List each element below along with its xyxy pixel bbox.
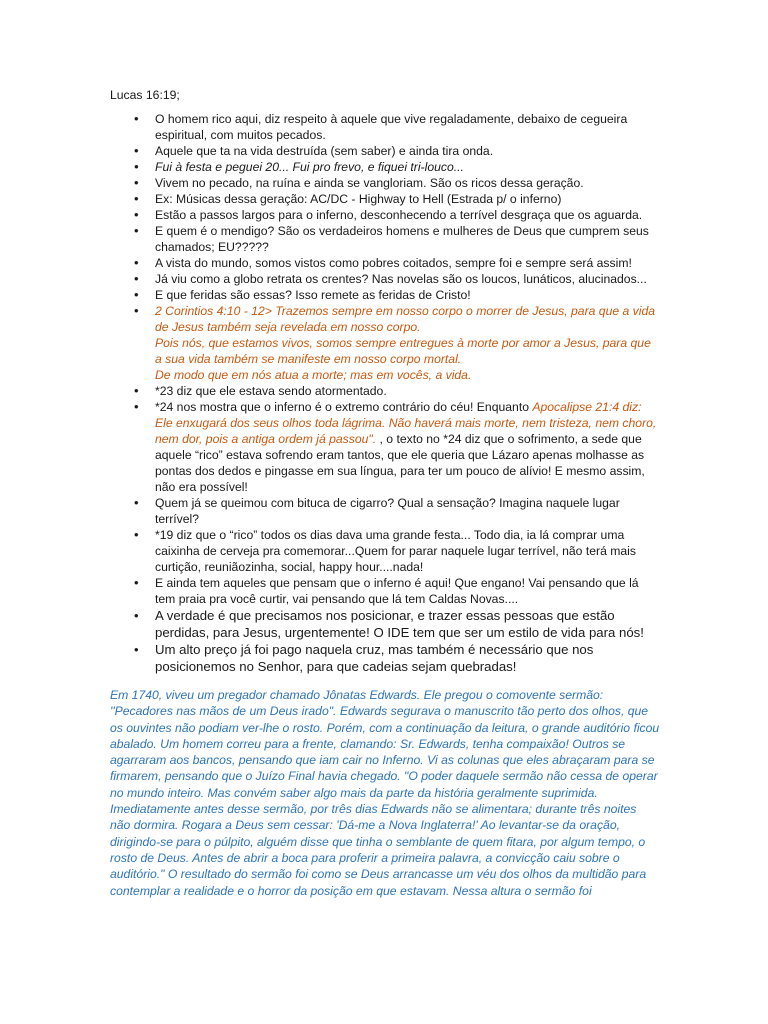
- bullet-music-example: • Ex: Músicas dessa geração: AC/DC - Highway to Hell (Estrada p/ o inferno): [110, 191, 658, 207]
- bullet-party-quote: • Fui à festa e peguei 20... Fui pro frevo, e fiquei tri-louco...: [110, 159, 658, 175]
- notes-list: [110, 111, 658, 675]
- bullet-wounds: • E que feridas são essas? Isso remete as feridas de Cristo!: [110, 287, 658, 303]
- bullet-beggar: • E quem é o mendigo? São os verdadeiros homens e mulheres de Deus que cumprem seus chamados; EU?????: [110, 223, 658, 255]
- bullet-road-to-hell: • Estão a passos largos para o inferno, desconhecendo a terrível desgraça que os aguarda.: [110, 207, 658, 223]
- bullet-destroyed-life: • Aquele que ta na vida destruída (sem saber) e ainda tira onda.: [110, 143, 658, 159]
- bullet-world-view: • A vista do mundo, somos vistos como pobres coitados, sempre foi e sempre será assim!: [110, 255, 658, 271]
- bullet-live-in-sin: • Vivem no pecado, na ruína e ainda se vangloriam. São os ricos dessa geração.: [110, 175, 658, 191]
- revelation-quote: Apocalipse 21:4 diz: Ele enxugará dos seus olhos toda lágrima. Não haverá mais morte, nem tristeza, nem choro, nem dor, pois a antiga ordem já passou".: [155, 400, 657, 446]
- bullet-corinthians: [110, 303, 658, 383]
- bullet-cigarette: • Quem já se queimou com bituca de cigarro? Qual a sensação? Imagina naquele lugar terrível?: [110, 495, 658, 527]
- verse-24-start: *24 nos mostra que o inferno é o extremo contrário do céu! Enquanto: [155, 400, 533, 414]
- edwards-story-paragraph: Em 1740, viveu um pregador chamado Jônatas Edwards. Ele pregou o comovente sermão: ''Pecadores nas mãos de um Deus irado". Edwards segurava o manuscrito tão perto dos olhos, que os ouvintes não podiam ver-lhe o rosto. Porém, com a continuação da leitura, o grande auditório ficou abalado. Um homem correu para a frente, clamando: Sr. Edwards, tenha compaixão! Outros se agarraram aos bancos, pensando que iam cair no Inferno. Vi as colunas que eles abraçaram para se firmarem, pensando que o Juízo Final havia chegado. "O poder daquele sermão não cessa de operar no mundo inteiro. Mas convém saber algo mais da parte da história geralmente suprimida. Imediatamente antes desse sermão, por três dias Edwards não se alimentara; durante três noites não dormira. Rogara a Deus sem cessar: 'Dá-me a Nova Inglaterra!' Ao levantar-se da oração, dirigindo-se para o púlpito, alguém disse que tinha o semblante de quem fitara, por algum tempo, o rosto de Deus. Antes de abrir a boca para proferir a primeira palavra, a convicção caiu sobre o auditório." O resultado do sermão foi como se Deus arrancasse um véu dos olhos da multidão para contemplar a realidade e o horror da posição em que estavam. Nessa altura o sermão foi: [110, 688, 660, 898]
- verse-24-end: , o texto no *24 diz que o sofrimento, a sede que aquele “rico” estava sofrendo eram tantos, que ele queria que Lázaro apenas molhasse as pontas dos dedos e pingasse em sua língua, para ter um pouco de alívio! E mesmo assim, não era possível!: [155, 432, 645, 494]
- corinthians-line-1: 2 Corintios 4:10 - 12> Trazemos sempre em nosso corpo o morrer de Jesus, para que a vida de Jesus também seja revelada em nosso corpo.: [155, 304, 656, 334]
- document-page: [110, 87, 658, 899]
- bullet-position: • A verdade é que precisamos nos posicionar, e trazer essas pessoas que estão perdidas, para Jesus, urgentemente! O IDE tem que ser um estilo de vida para nós!: [110, 607, 658, 641]
- bullet-verse-23: • *23 diz que ele estava sendo atormentado.: [110, 383, 658, 399]
- bullet-verse-24: [110, 399, 658, 495]
- bullet-globo: • Já viu como a globo retrata os crentes? Nas novelas são os loucos, lunáticos, alucinados...: [110, 271, 658, 287]
- corinthians-line-2: Pois nós, que estamos vivos, somos sempre entregues à morte por amor a Jesus, para que a sua vida também se manifeste em nosso corpo mortal.: [155, 336, 651, 366]
- scripture-reference: Lucas 16:19;: [110, 88, 180, 102]
- bullet-rich-man: • O homem rico aqui, diz respeito à aquele que vive regaladamente, debaixo de cegueira espiritual, com muitos pecados.: [110, 111, 658, 143]
- bullet-hell-here: • E ainda tem aqueles que pensam que o inferno é aqui! Que engano! Vai pensando que lá tem praia pra você curtir, vai pensando que lá tem Caldas Novas....: [110, 575, 658, 607]
- bullet-high-price: • Um alto preço já foi pago naquela cruz, mas também é necessário que nos posicionemos no Senhor, para que cadeias sejam quebradas!: [110, 641, 658, 675]
- bullet-verse-19: • *19 diz que o “rico” todos os dias dava uma grande festa... Todo dia, ia lá comprar uma caixinha de cerveja pra comemorar...Quem for parar naquele lugar terrível, não terá mais curtição, reuniãozinha, social, happy hour....nada!: [110, 527, 658, 575]
- corinthians-line-3: De modo que em nós atua a morte; mas em vocês, a vida.: [155, 368, 472, 382]
